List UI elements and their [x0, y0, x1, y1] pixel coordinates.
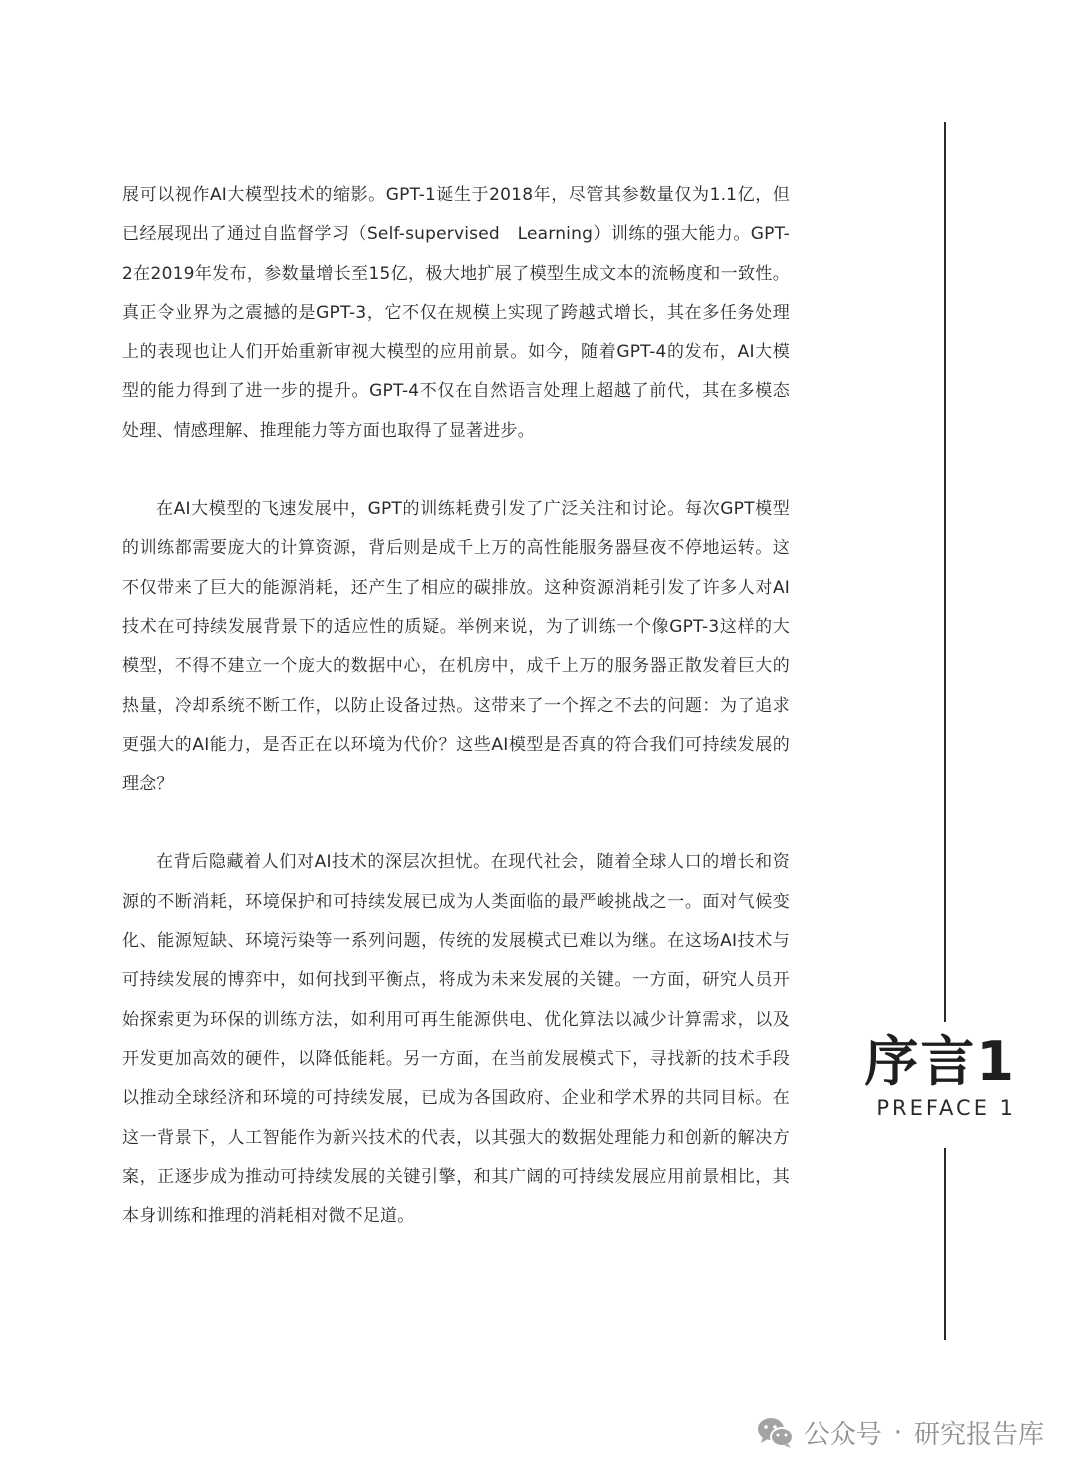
watermark-account: 研究报告库: [913, 1420, 1044, 1450]
paragraph-2: 在AI大模型的飞速发展中，GPT的训练耗费引发了广泛关注和讨论。每次GPT模型的训练都需要庞大的计算资源，背后则是成千上万的高性能服务器昼夜不停地运转。这不仅带来了巨大的能源消耗，还产生了相应的碳排放。这种资源消耗引发了许多人对AI技术在可持续发展背景下的适应性的质疑。举例来说，为了训练一个像GPT-3这样的大模型，不得不建立一个庞大的数据中心，在机房中，成千上万的服务器正散发着巨大的热量，冷却系统不断工作，以防止设备过热。这带来了一个挥之不去的问题：为了追求更强大的AI能力，是否正在以环境为代价？这些AI模型是否真的符合我们可持续发展的理念？: [122, 499, 790, 795]
paragraph-1: 展可以视作AI大模型技术的缩影。GPT-1诞生于2018年，尽管其参数量仅为1.1亿，但已经展现出了通过自监督学习（Self-supervised Learning）训练的强大能力。GPT-2在2019年发布，参数量增长至15亿，极大地扩展了模型生成文本的流畅度和一致性。真正令业界为之震撼的是GPT-3，它不仅在规模上实现了跨越式增长，其在多任务处理上的表现也让人们开始重新审视大模型的应用前景。如今，随着GPT-4的发布，AI大模型的能力得到了进一步的提升。GPT-4不仅在自然语言处理上超越了前代，其在多模态处理、情感理解、推理能力等方面也取得了显著进步。: [122, 185, 790, 441]
paragraph-3: 在背后隐藏着人们对AI技术的深层次担忧。在现代社会，随着全球人口的增长和资源的不断消耗，环境保护和可持续发展已成为人类面临的最严峻挑战之一。面对气候变化、能源短缺、环境污染等一系列问题，传统的发展模式已难以为继。在这场AI技术与可持续发展的博弈中，如何找到平衡点，将成为未来发展的关键。一方面，研究人员开始探索更为环保的训练方法，如利用可再生能源供电、优化算法以减少计算需求，以及开发更加高效的硬件，以降低能耗。另一方面，在当前发展模式下，寻找新的技术手段以推动全球经济和环境的可持续发展，已成为各国政府、企业和学术界的共同目标。在这一背景下，人工智能作为新兴技术的代表，以其强大的数据处理能力和创新的解决方案，正逐步成为推动可持续发展的关键引擎，和其广阔的可持续发展应用前景相比，其本身训练和推理的消耗相对微不足道。: [122, 852, 790, 1227]
wechat-icon: [756, 1416, 796, 1450]
section-heading: [864, 1030, 1016, 1120]
watermark-separator: ·: [893, 1417, 902, 1448]
article-body: [122, 176, 790, 1236]
divider-line-top: [944, 122, 946, 1022]
section-title-english: PREFACE 1: [876, 1096, 1016, 1120]
watermark-platform: 公众号: [803, 1420, 882, 1450]
section-title-chinese: 序言1: [864, 1030, 1016, 1093]
watermark: [756, 1414, 1044, 1451]
divider-line-bottom: [944, 1148, 946, 1340]
